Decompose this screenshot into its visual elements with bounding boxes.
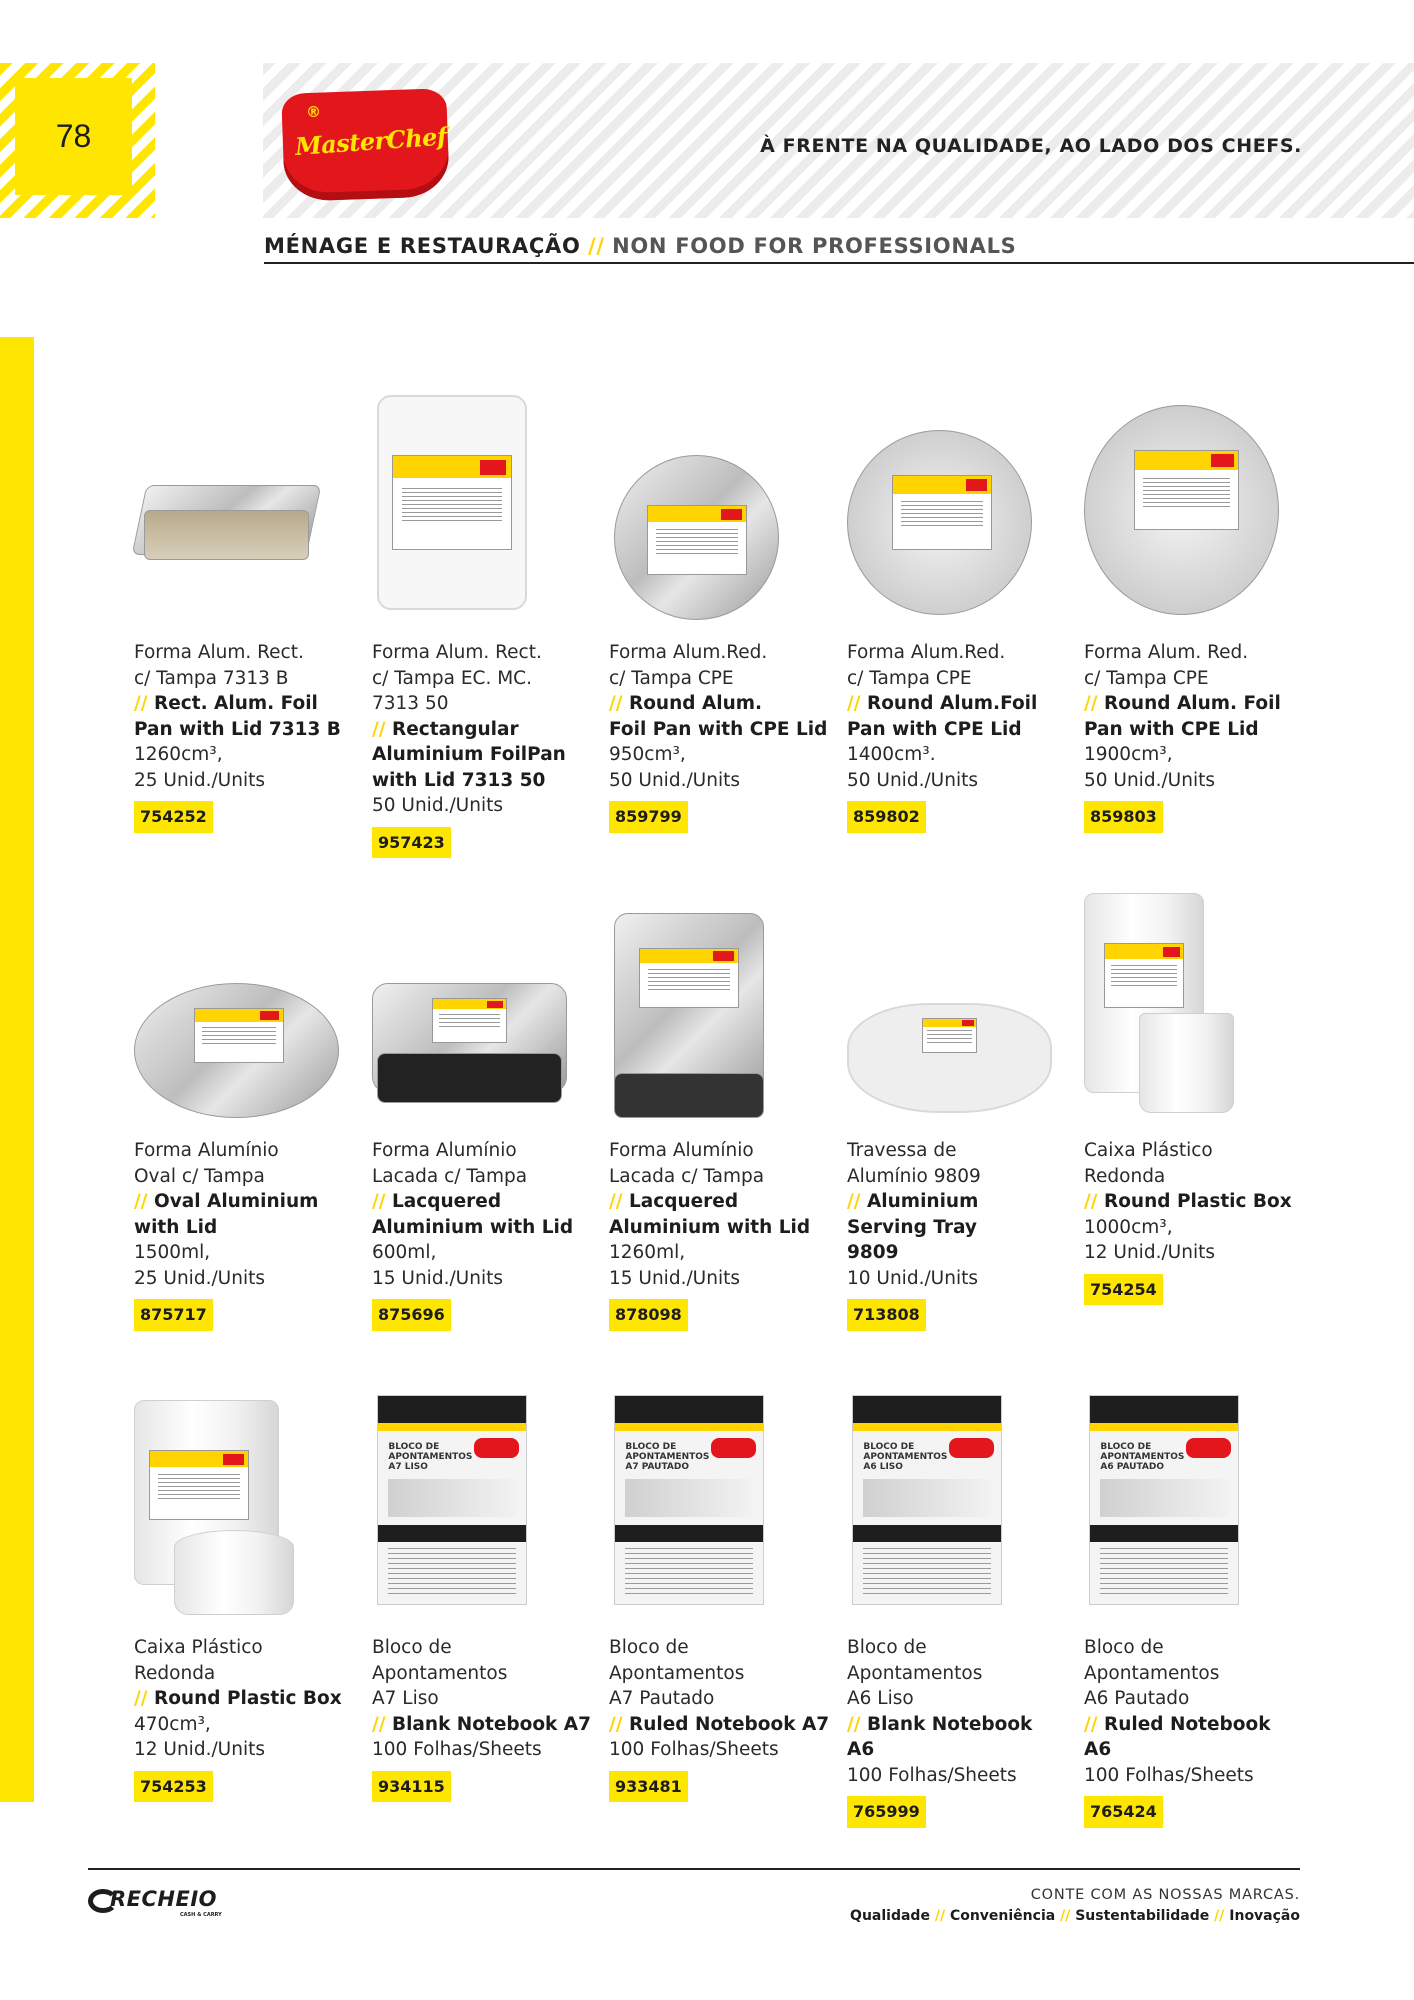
product-spec: 100 Folhas/Sheets	[847, 1764, 1017, 1786]
product-name-pt: Travessa de Alumínio 9809	[847, 1140, 981, 1187]
product-image	[609, 893, 831, 1123]
product-name-pt: Caixa Plástico Redonda	[134, 1637, 263, 1684]
notebook-cover-title: BLOCO DE APONTAMENTOS A6 LISO	[863, 1441, 948, 1472]
product-code: 754252	[134, 801, 213, 833]
product-name-en: // Rect. Alum. Foil Pan with Lid 7313 B	[134, 693, 341, 740]
product-name-pt: Forma Alumínio Lacada c/ Tampa	[609, 1140, 765, 1187]
product-name-pt: Forma Alumínio Oval c/ Tampa	[134, 1140, 279, 1187]
product-name-en: // Round Alum. Foil Pan with CPE Lid	[1084, 693, 1281, 740]
product-image	[1084, 1390, 1306, 1620]
product-image	[847, 1390, 1069, 1620]
product-code: 957423	[372, 827, 451, 859]
product-image	[372, 395, 594, 625]
registered-mark: ®	[306, 103, 321, 121]
page-number-block	[0, 63, 155, 218]
section-title-pt: MÉNAGE E RESTAURAÇÃO	[264, 234, 581, 258]
product-name-en: // Round Plastic Box	[1084, 1191, 1292, 1212]
product-image	[134, 1390, 356, 1620]
product-name-pt: Bloco de Apontamentos A7 Liso	[372, 1637, 508, 1709]
yellow-side-bar	[0, 337, 34, 1802]
product-spec: 100 Folhas/Sheets	[609, 1739, 779, 1760]
product-spec: 470cm³, 12 Unid./Units	[134, 1713, 265, 1760]
product-name-en: // Ruled Notebook A6	[1084, 1713, 1271, 1760]
product-name-en: // Lacquered Aluminium with Lid	[609, 1191, 811, 1238]
value-convenience: Conveniência	[949, 1908, 1056, 1924]
product-spec: 1500ml, 25 Unid./Units	[134, 1242, 265, 1289]
product-code: 754254	[1084, 1274, 1163, 1306]
section-divider	[264, 262, 1414, 264]
product-name-en: // Round Alum.Foil Pan with CPE Lid	[847, 693, 1038, 740]
footer-divider	[88, 1868, 1300, 1870]
product-code: 754253	[134, 1771, 213, 1803]
product-image	[847, 395, 1069, 625]
footer-line1: CONTE COM AS NOSSAS MARCAS.	[1030, 1887, 1300, 1903]
header-banner	[263, 63, 1414, 218]
product-image	[1084, 893, 1306, 1123]
footer-slogan	[850, 1887, 1300, 1924]
product-image	[372, 893, 594, 1123]
notebook-cover-title: BLOCO DE APONTAMENTOS A7 PAUTADO	[625, 1441, 710, 1472]
product-name-en: // Ruled Notebook A7	[609, 1713, 830, 1735]
product-name-en: // Rectangular Aluminium FoilPan with Lid 7313 50	[372, 718, 566, 791]
product-code: 875717	[134, 1299, 213, 1331]
product-code: 859803	[1084, 801, 1163, 833]
product-name-pt: Forma Alum. Rect. c/ Tampa EC. MC. 7313 50	[372, 642, 542, 714]
product-image	[1084, 395, 1306, 625]
product-name-en: // Blank Notebook A6	[847, 1713, 1033, 1760]
product-name-en: // Aluminium Serving Tray 9809	[847, 1191, 979, 1263]
product-code: 859799	[609, 801, 688, 833]
product-name-pt: Bloco de Apontamentos A6 Liso	[847, 1637, 983, 1709]
tagline: À FRENTE NA QUALIDADE, AO LADO DOS CHEFS.	[760, 135, 1302, 157]
product-name-pt: Caixa Plástico Redonda	[1084, 1140, 1213, 1187]
product-spec: 1260cm³, 25 Unid./Units	[134, 744, 265, 791]
recheio-logo-text: RECHEIO	[110, 1887, 218, 1911]
product-image	[372, 1390, 594, 1620]
product-code: 765424	[1084, 1796, 1163, 1828]
section-title-en: NON FOOD FOR PROFESSIONALS	[612, 234, 1017, 258]
product-name-en: // Oval Aluminium with Lid	[134, 1191, 319, 1238]
product-name-pt: Forma Alum.Red. c/ Tampa CPE	[609, 642, 768, 689]
product-code: 859802	[847, 801, 926, 833]
product-name-pt: Forma Alumínio Lacada c/ Tampa	[372, 1140, 528, 1187]
product-name-en: // Round Plastic Box	[134, 1688, 342, 1709]
product-spec: 1900cm³, 50 Unid./Units	[1084, 744, 1215, 791]
value-quality: Qualidade	[850, 1908, 930, 1924]
product-code: 713808	[847, 1299, 926, 1331]
product-code: 765999	[847, 1796, 926, 1828]
product-spec: 1000cm³, 12 Unid./Units	[1084, 1216, 1215, 1263]
recheio-logo	[88, 1885, 228, 1925]
product-spec: 10 Unid./Units	[847, 1267, 978, 1289]
product-spec: 1400cm³. 50 Unid./Units	[847, 744, 978, 791]
page-number: 78	[15, 78, 132, 195]
footer-values: Qualidade // Conveniência // Sustentabilidade // Inovação	[850, 1908, 1300, 1924]
notebook-cover-title: BLOCO DE APONTAMENTOS A7 LISO	[388, 1441, 473, 1472]
product-name-pt: Bloco de Apontamentos A6 Pautado	[1084, 1637, 1220, 1709]
masterchef-logo	[283, 91, 448, 199]
product-name-pt: Forma Alum.Red. c/ Tampa CPE	[847, 642, 1006, 689]
product-name-en: // Lacquered Aluminium with Lid	[372, 1191, 574, 1238]
product-name-pt: Forma Alum. Red. c/ Tampa CPE	[1084, 642, 1249, 689]
section-separator: //	[587, 234, 605, 258]
product-image	[609, 1390, 831, 1620]
product-spec: 100 Folhas/Sheets	[1084, 1764, 1254, 1786]
product-image	[134, 395, 356, 625]
value-sustainability: Sustentabilidade	[1075, 1908, 1210, 1924]
value-innovation: Inovação	[1229, 1908, 1300, 1924]
product-code: 933481	[609, 1771, 688, 1803]
product-spec: 1260ml, 15 Unid./Units	[609, 1242, 740, 1289]
product-name-pt: Forma Alum. Rect. c/ Tampa 7313 B	[134, 642, 304, 689]
product-name-en: // Blank Notebook A7	[372, 1713, 591, 1735]
product-code: 875696	[372, 1299, 451, 1331]
product-image	[609, 395, 831, 625]
section-title	[264, 234, 1017, 258]
logo-text: MasterChef	[294, 121, 448, 162]
product-spec: 100 Folhas/Sheets	[372, 1739, 542, 1760]
product-code: 934115	[372, 1771, 451, 1803]
product-code: 878098	[609, 1299, 688, 1331]
product-image	[847, 893, 1069, 1123]
product-spec: 950cm³, 50 Unid./Units	[609, 744, 740, 791]
product-spec: 50 Unid./Units	[372, 795, 503, 816]
product-image	[134, 893, 356, 1123]
product-name-en: // Round Alum. Foil Pan with CPE Lid	[609, 693, 828, 740]
notebook-cover-title: BLOCO DE APONTAMENTOS A6 PAUTADO	[1100, 1441, 1185, 1472]
recheio-logo-sub: CASH & CARRY	[180, 1912, 222, 1918]
product-spec: 600ml, 15 Unid./Units	[372, 1242, 503, 1289]
product-name-pt: Bloco de Apontamentos A7 Pautado	[609, 1637, 745, 1709]
